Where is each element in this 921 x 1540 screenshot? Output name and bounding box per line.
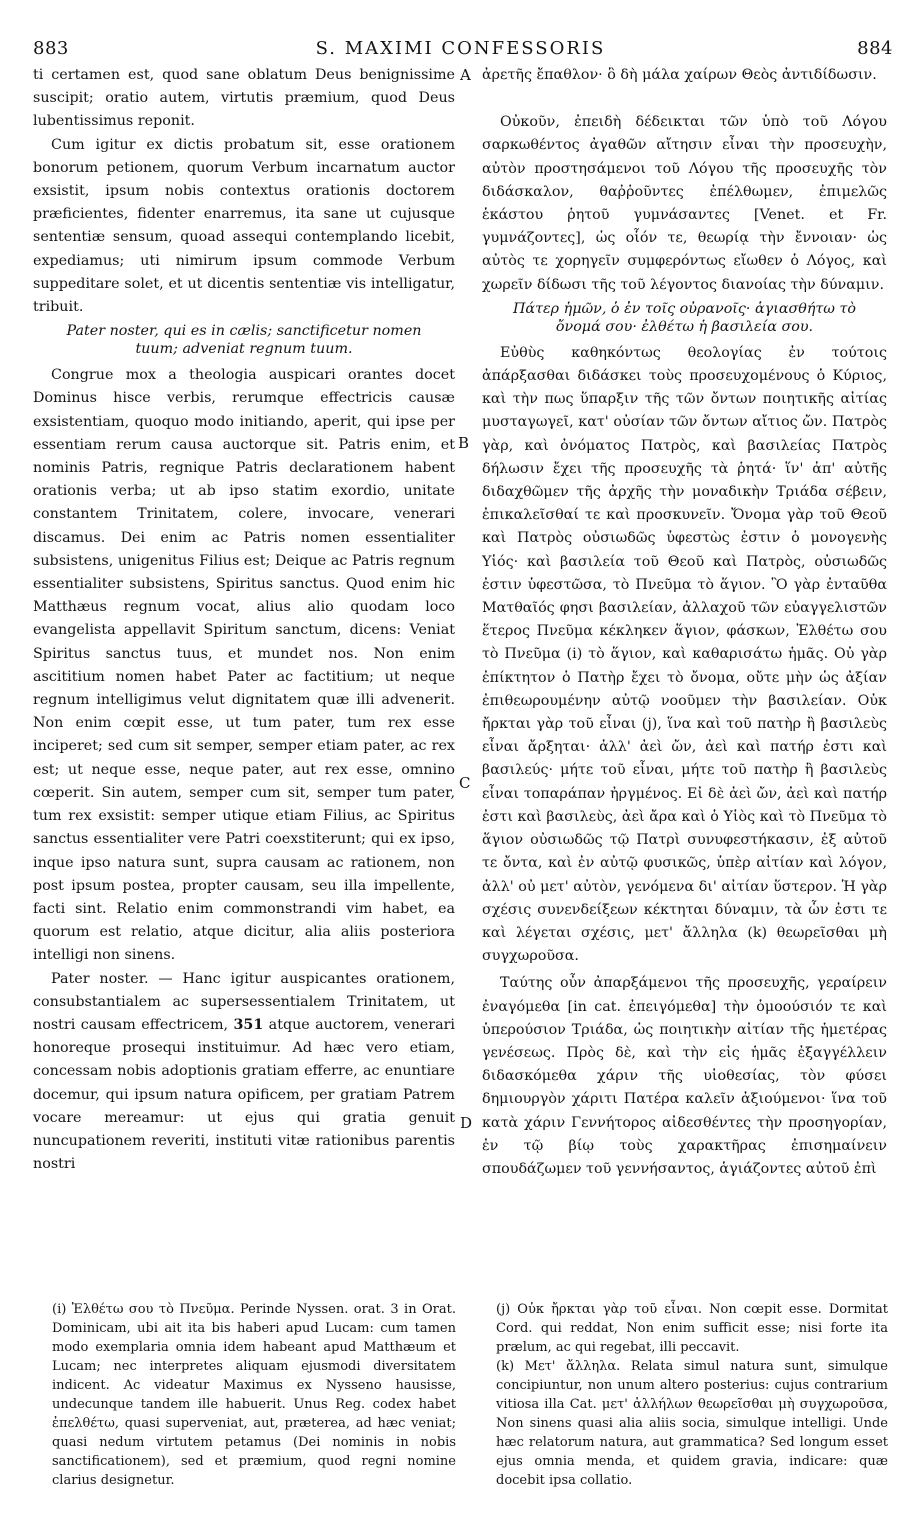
latin-heading-line-1: Pater noster, qui es in cælis; sanctificetur nomen xyxy=(66,323,422,340)
margin-letter-d: D xyxy=(460,1114,473,1132)
running-title: S. MAXIMI CONFESSORIS xyxy=(315,38,606,59)
margin-letter-c: C xyxy=(459,774,471,792)
column-number-right: 884 xyxy=(857,38,893,59)
footnote-i: (i) Ἐλθέτω σου τὸ Πνεῦμα. Perinde Nyssen. orat. 3 in Orat. Dominicam, ubi ait ita bis haberi apud Lucam: cum tamen modo exemplaria omnia idem habeant apud Matthæum et Lucam; nec interpretes aliquam ejusmodi diversitatem indicent. Ac videatur Maximus ex Nysseno hausisse, undecunque tandem ille habuerit. Unus Reg. codex habet ἐπελθέτω, quasi superveniat, aut, præterea, ad hæc veniat; quasi nedum virtutem petamus (Dei nominis in nobis sanctificationem), sed et præmium, quod regni nomine clarius designetur. xyxy=(52,1302,456,1488)
latin-heading-line-2: tuum; adveniat regnum tuum. xyxy=(135,341,353,358)
greek-heading-line-2: ὄνομά σου· ἐλθέτω ἡ βασιλεία σου. xyxy=(555,318,814,335)
latin-paragraph-4-start: Pater noster. — Hanc igitur auspicantes orationem, consubstantialem ac supersessentialem Trinitatem, ut nostri causam effectricem, xyxy=(33,970,455,1033)
greek-paragraph-2: Οὐκοῦν, ἐπειδὴ δέδεικται τῶν ὑπὸ τοῦ Λόγου σαρκωθέντος ἀγαθῶν αἴτησιν εἶναι τὴν προσευχὴν, αὐτὸν προστησάμενοι τοῦ Λόγου τῆς προσευχῆς τὸν διδάσκαλον, θαῤῥοῦντες ἐπέλθωμεν, ἐπιμελῶς ἑκάστου ῥητοῦ γυμνάσαντες [Venet. et Fr. γυμνάζοντες], ὡς οἷόν τε, θεωρίᾳ τὴν ἔννοιαν· ὡς αὐτὸς τε χορηγεῖν συμφερόντως εἴωθεν ὁ Λόγος, καὶ χωρεῖν δίδωσι τῆς τοῦ λέγοντος διανοίας τὴν δύναμιν. xyxy=(482,114,887,293)
footnotes-right xyxy=(496,1300,888,1490)
footnote-k: (k) Μετ' ἄλληλα. Relata simul natura sunt, simulque concipiuntur, non unum altero posterius: cujus contrarium vitiosa illa Cat. μετ' ἀλλήλων θεωρεῖσθαι μὴ συγχωροῦσα, Non sinens quasi alia aliis socia, simulque intelligi. Unde hæc relatorum natura, aut grammatica? Sed longum esset ejus omnia menda, et quidem gravia, indicare: quæ docebit ipsa collatio. xyxy=(496,1359,888,1488)
page-number-marker: 351 xyxy=(233,1016,264,1033)
latin-column xyxy=(33,64,455,1176)
margin-letter-b: B xyxy=(458,434,470,452)
greek-section-heading xyxy=(482,300,887,336)
footnotes-left xyxy=(52,1300,456,1490)
latin-paragraph-3: Congrue mox a theologia auspicari orantes docet Dominus hisce verbis, rerumque effectricis causæ exsistentiam, quoquo modo initiando, aperit, qui ipse per essentiam rerum causa auctorque sit. Patris enim, et nominis Patris, regnique Patris declarationem habent orationis verba; ut ab ipso statim exordio, unitate constantem Trinitatem, colere, invocare, venerari discamus. Dei enim ac Patris nomen essentialiter subsistens, unigenitus Filius est; Deique ac Patris regnum essentialiter subsistens, Spiritus sanctus. Quod enim hic Matthæus regnum vocat, alius alio quodam loco evangelista appellavit Spiritum sanctum, dicens: Veniat Spiritus sanctus tuus, et mundet nos. Non enim ascititium nomen habet Pater ac factitium; ut neque regnum intelligimus velut dignitatem quæ illi advenerit. Non enim cœpit esse, ut tum pater, tum rex esse inciperet; sed cum sit semper, semper etiam pater, ac rex est; ut neque esse, neque pater, aut rex esse, omnino cœperit. Sin autem, semper cum sit, semper tum pater, tum rex exsistit: semper utique etiam Filius, ac Spiritus sanctus essentialiter vere Patri coexstiterunt; qui ex ipso, inque ipso natura sunt, supra causam ac rationem, non post ipsum postea, propter causam, seu illa impellente, facti sint. Relatio enim commonstrandi vim habet, ea quorum est relatio, atque dicitur, alia aliis posteriora intelligi non sinens. xyxy=(33,367,455,964)
margin-letter-a: A xyxy=(460,66,471,84)
greek-column xyxy=(482,64,887,1181)
latin-paragraph-4-end: atque auctorem, venerari honoreque prosequi instituimur. Ad hæc vero etiam, concessam nobis adoptionis gratiam efferre, ac enuntiare docemur, qui ipsum natura opificem, per gratiam Patrem vocare mereamur: ut ejus qui gratia genuit nuncupationem reveriti, instituti vitæ rationibus parentis nostri xyxy=(33,1016,455,1173)
column-number-left: 883 xyxy=(33,38,69,59)
latin-section-heading xyxy=(33,322,455,358)
footnote-j: (j) Οὐκ ἤρκται γὰρ τοῦ εἶναι. Non cœpit esse. Dormitat Cord. qui reddat, Non enim sufficit esse; nisi forte ita prælum, ac qui regebat, illi peccavit. xyxy=(496,1302,888,1355)
latin-paragraph-1: ti certamen est, quod sane oblatum Deus benignissime suscipit; oratio autem, virtutis præmium, quod Deus lubentissimus reponit. xyxy=(33,67,455,130)
greek-heading-line-1: Πάτερ ἡμῶν, ὁ ἐν τοῖς οὐρανοῖς· ἁγιασθήτω τὸ xyxy=(512,300,857,317)
latin-paragraph-2: Cum igitur ex dictis probatum sit, esse orationem bonorum petionem, quorum Verbum incarnatum auctor exsistit, ipsum nobis contextus orationis doctorem præficientes, fidenter enarremus, ita sane ut cujusque sententiæ sensum, quoad assequi contemplando licebit, expediamus; uti nimirum ipsum commode Verbum suppeditare solet, et ut dicentis sententiæ vis intelligatur, tribuit. xyxy=(33,136,455,316)
greek-paragraph-3: Εὐθὺς καθηκόντως θεολογίας ἐν τούτοις ἀπάρξασθαι διδάσκει τοὺς προσευχομένους ὁ Κύριος, καὶ τὴν πως ὕπαρξιν τῆς τῶν ὄντων ποιητικῆς αἰτίας μυσταγωγεῖ, κατ' οὐσίαν τῶν ὄντων αἴτιος ὤν. Πατρὸς γὰρ, καὶ ὀνόματος Πατρὸς, καὶ βασιλείας Πατρὸς δήλωσιν ἔχει τῆς προσευχῆς τὰ ῥητά· ἵν' ἀπ' αὐτῆς διδαχθῶμεν τῆς ἀρχῆς τὴν μοναδικὴν Τριάδα σέβειν, ἐπικαλεῖσθαί τε καὶ προσκυνεῖν. Ὄνομα γὰρ τοῦ Θεοῦ καὶ Πατρὸς οὐσιωδῶς ὑφεστὼς ἐστιν ὁ μονογενὴς Υἱός· καὶ βασιλεία τοῦ Θεοῦ καὶ Πατρὸς, οὐσιωδῶς ἐστιν ὑφεστῶσα, τὸ Πνεῦμα τὸ ἅγιον. Ὃ γὰρ ἐνταῦθα Ματθαῖός φησι βασιλείαν, ἀλλαχοῦ τῶν εὐαγγελιστῶν ἕτερος Πνεῦμα κέκληκεν ἅγιον, φάσκων, Ἐλθέτω σου τὸ Πνεῦμα (i) τὸ ἅγιον, καὶ καθαρισάτω ἡμᾶς. Οὐ γὰρ ἐπίκτητον ὁ Πατὴρ ἔχει τὸ ὄνομα, οὔτε μὴν ὡς ἀξίαν ἐπιθεωρουμένην αὐτῷ νοοῦμεν τὴν βασιλείαν. Οὐκ ἤρκται γὰρ τοῦ εἶναι (j), ἵνα καὶ τοῦ πατὴρ ἢ βασιλεὺς εἶναι ἄρξηται· ἀλλ' ἀεὶ ὤν, ἀεὶ καὶ πατήρ ἐστι καὶ βασιλεύς· μήτε τοῦ εἶναι, μήτε τοῦ πατὴρ ἢ βασιλεὺς εἶναι τοπαράπαν ἠργμένος. Εἰ δὲ ἀεὶ ὤν, ἀεὶ καὶ πατήρ ἐστι καὶ βασιλεὺς, ἀεὶ ἄρα καὶ ὁ Υἱὸς καὶ τὸ Πνεῦμα τὸ ἅγιον οὐσιωδῶς τῷ Πατρὶ συνυφεστήκασιν, ἐξ αὐτοῦ τε ὄντα, καὶ ἐν αὐτῷ φυσικῶς, ὑπὲρ αἰτίαν καὶ λόγον, ἀλλ' οὐ μετ' αὐτὸν, γενόμενα δι' αἰτίαν ὕστερον. Ἡ γὰρ σχέσις συνενδείξεων κέκτηται δύναμιν, τὰ ὧν ἐστι τε καὶ λέγεται σχέσις, μετ' ἄλληλα (k) θεωρεῖσθαι μὴ συγχωροῦσα. xyxy=(482,344,887,965)
latin-paragraph-4 xyxy=(33,968,455,1177)
greek-paragraph-1: ἀρετῆς ἔπαθλον· ὃ δὴ μάλα χαίρων Θεὸς ἀντιδίδωσιν. xyxy=(482,67,877,83)
greek-paragraph-4: Ταύτης οὖν ἀπαρξάμενοι τῆς προσευχῆς, γεραίρειν ἐναγόμεθα [in cat. ἐπειγόμεθα] τὴν ὁμοούσιόν τε καὶ ὑπερούσιον Τριάδα, ὡς ποιητικὴν αἰτίαν τῆς ἡμετέρας γενέσεως. Πρὸς δὲ, καὶ τὴν εἰς ἡμᾶς ἐξαγγέλλειν διδασκόμεθα χάριν τῆς υἱοθεσίας, τὸν φύσει δημιουργὸν χάριτι Πατέρα καλεῖν ἀξιούμενοι· ἵνα τοῦ κατὰ χάριν Γεννήτορος αἰδεσθέντες τὴν προσηγορίαν, ἐν τῷ βίῳ τοὺς χαρακτῆρας ἐπισημαίνειν σπουδάζωμεν τοῦ γεννήσαντος, ἁγιάζοντες αὐτοῦ ἐπὶ xyxy=(482,975,887,1177)
